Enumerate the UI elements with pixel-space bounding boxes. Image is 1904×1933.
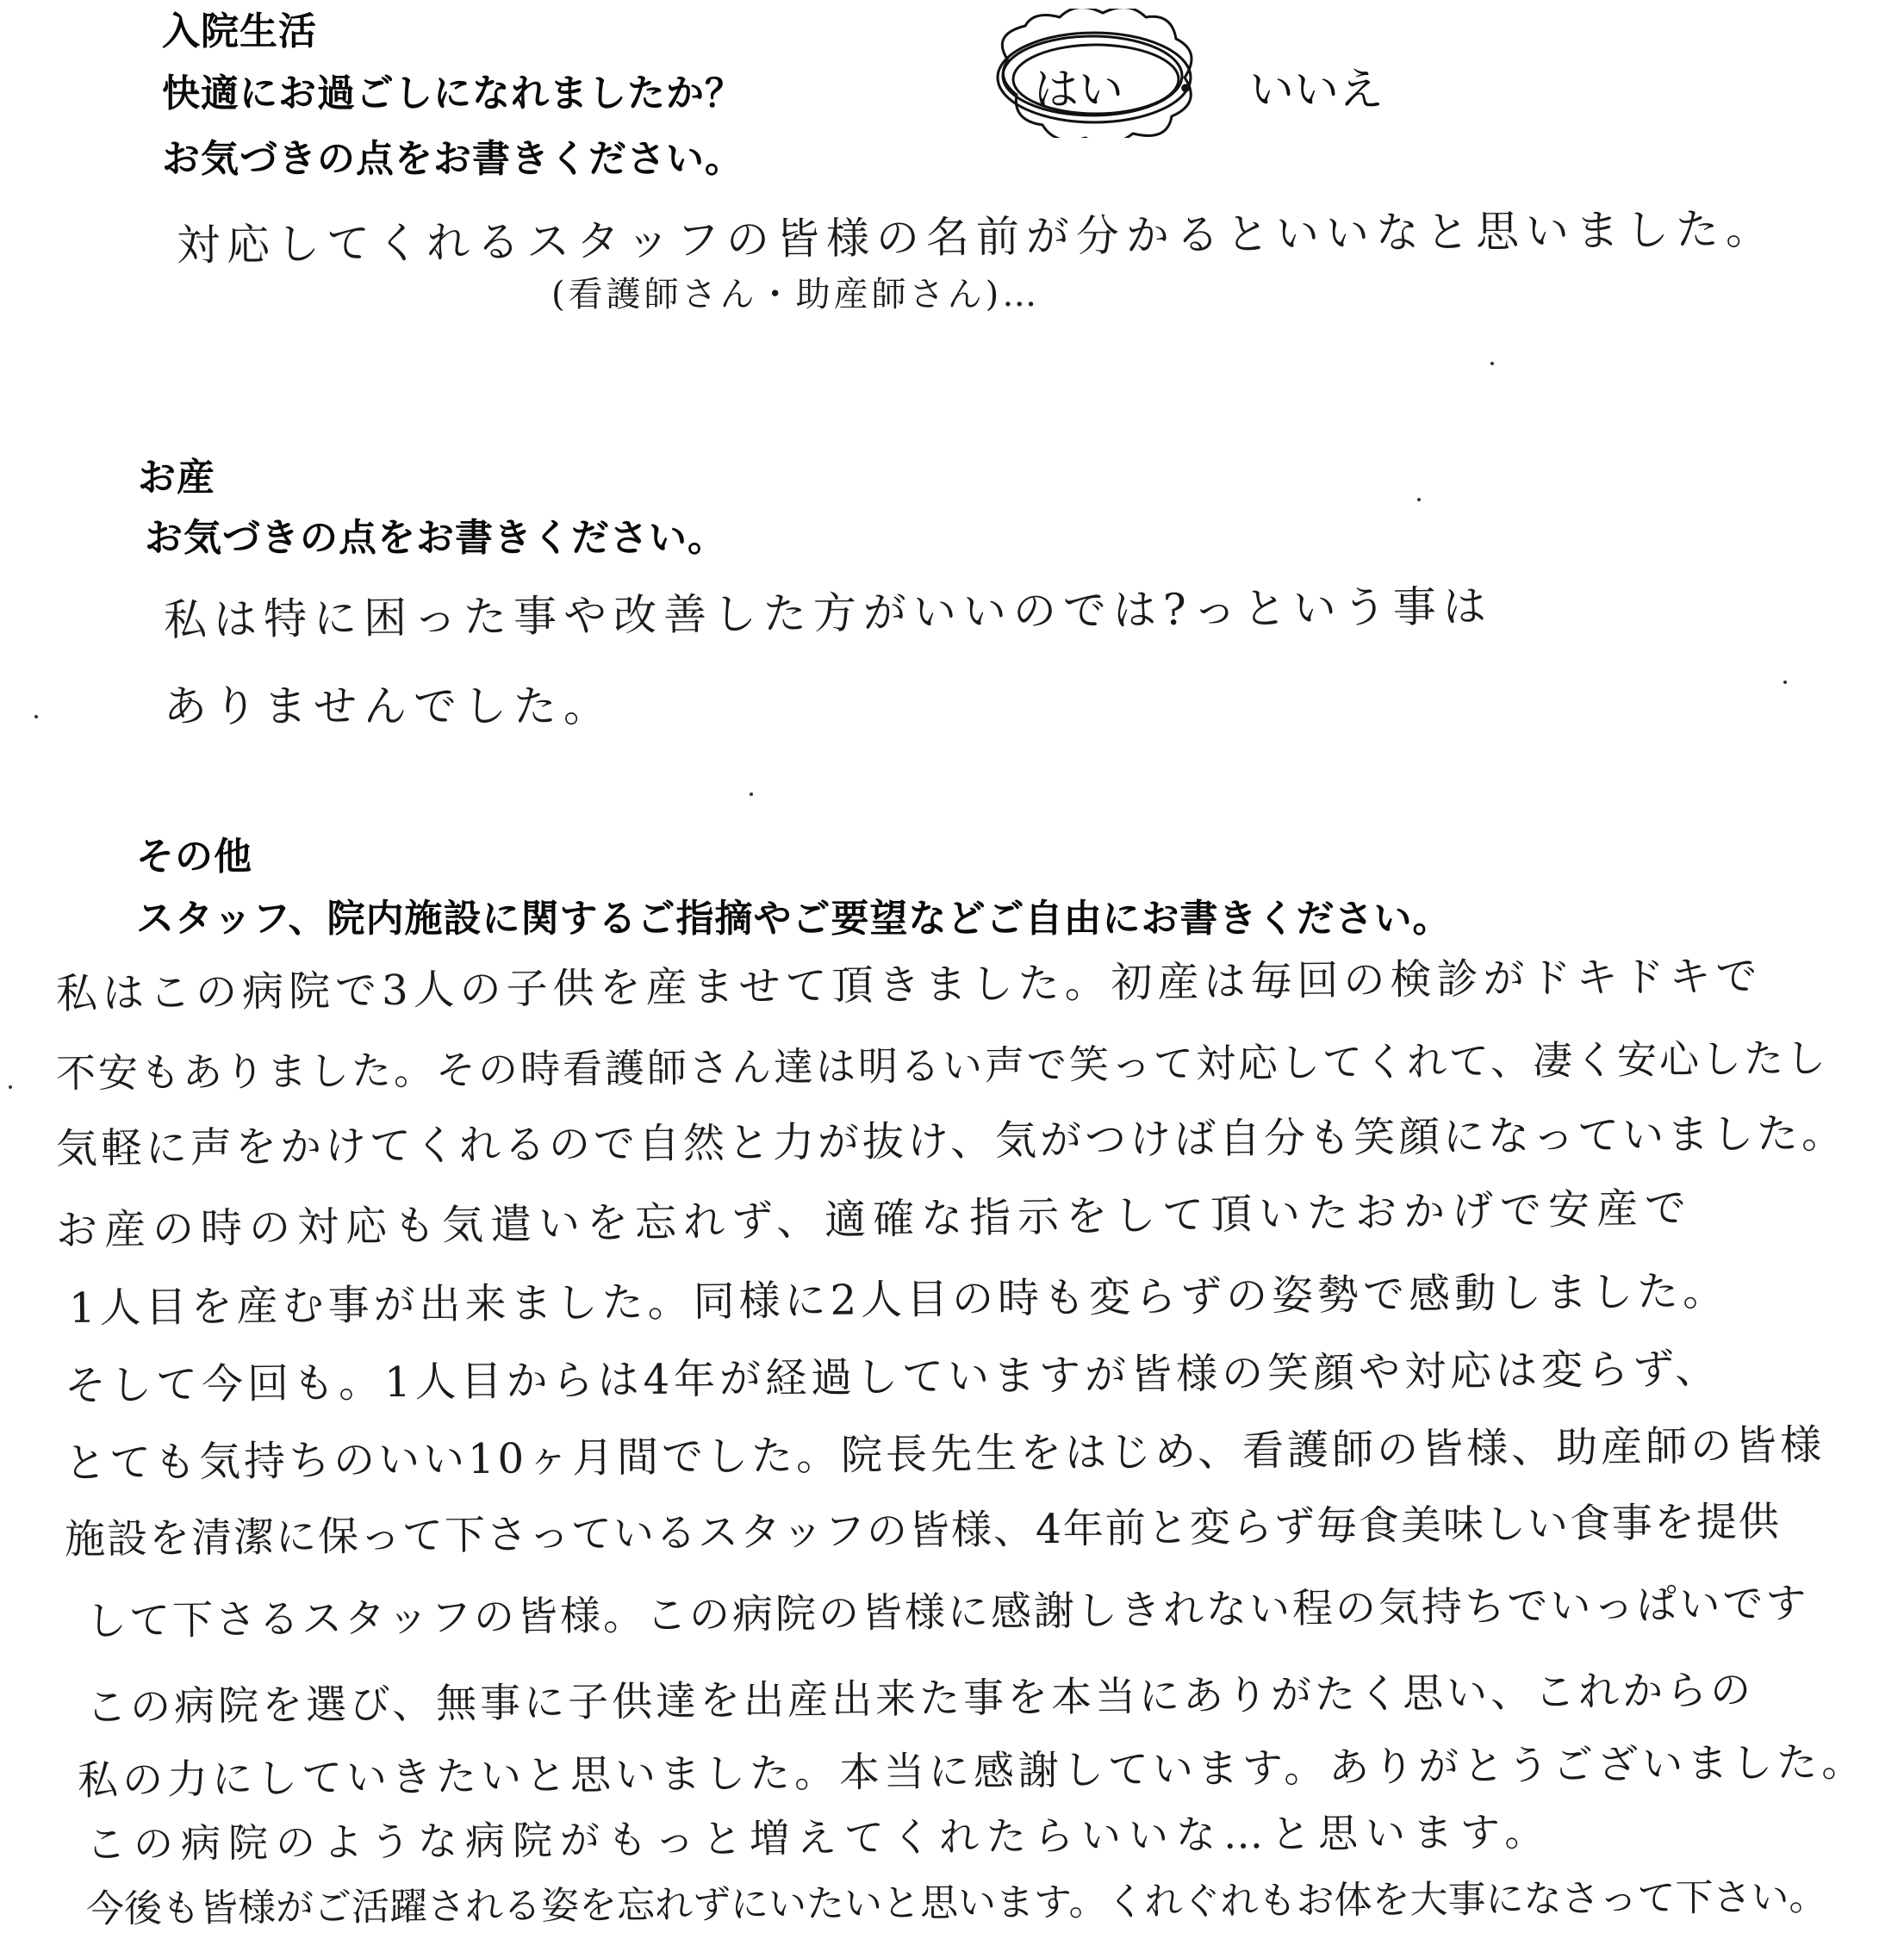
birth-prompt: お気づきの点をお書きください。 xyxy=(145,516,726,560)
birth-comment-line-1: 私は特に困った事や改善した方がいいのでは?っという事は xyxy=(163,581,1494,645)
other-comment-line-13: 今後も皆様がご活躍される姿を忘れずにいたいと思います。くれぐれもお体を大事になさって下さい。 xyxy=(85,1874,1827,1931)
other-comment-line-9: して下さるスタッフの皆様。この病院の皆様に感謝しきれない程の気持ちでいっぱいです xyxy=(85,1580,1809,1645)
stay-heading: 入院生活 xyxy=(162,9,317,53)
answer-yes-option[interactable]: はい xyxy=(1034,65,1124,116)
scan-speck xyxy=(750,792,753,796)
scan-speck xyxy=(1417,498,1421,501)
stay-question: 快適にお過ごしになれましたか？ xyxy=(162,71,744,115)
scan-speck xyxy=(1490,362,1494,365)
answer-no-option[interactable]: いいえ xyxy=(1249,65,1384,116)
birth-heading: お産 xyxy=(138,456,215,500)
answer-separator: ・ xyxy=(1163,65,1209,116)
other-comment-line-6: そして今回も。1人目からは4年が経過していますが皆様の笑顔や対応は変らず、 xyxy=(64,1344,1721,1410)
birth-comment-line-2: ありませんでした。 xyxy=(164,681,613,731)
other-comment-line-8: 施設を清潔に保って下さっているスタッフの皆様、4年前と変らず毎食美味しい食事を提供 xyxy=(64,1498,1782,1563)
stay-prompt: お気づきの点をお書きください。 xyxy=(162,137,744,181)
scan-speck xyxy=(1783,681,1787,684)
other-comment-line-1: 私はこの病院で3人の子供を産ませて頂きました。初産は毎回の検診がドキドキで xyxy=(55,952,1763,1018)
other-comment-line-11: 私の力にしていきたいと思いました。本当に感謝しています。ありがとうございました。 xyxy=(77,1738,1867,1805)
stay-comment-line-2: (看護師さん・助産師さん)… xyxy=(551,275,1041,314)
scan-speck xyxy=(9,1085,12,1089)
other-prompt: スタッフ、院内施設に関するご指摘やご要望などご自由にお書きください。 xyxy=(136,897,1452,941)
scan-speck xyxy=(34,715,38,718)
other-comment-line-7: とても気持ちのいい10ヶ月間でした。院長先生をはじめ、看護師の皆様、助産師の皆様 xyxy=(64,1420,1826,1488)
other-comment-line-10: この病院を選び、無事に子供達を出産出来た事を本当にありがたく思い、これからの xyxy=(85,1666,1755,1731)
other-comment-line-3: 気軽に声をかけてくれるので自然と力が抜け、気がつけば自分も笑顔になっていました。 xyxy=(55,1109,1847,1173)
other-heading: その他 xyxy=(136,835,252,879)
stay-comment-line-1: 対応してくれるスタッフの皆様の名前が分かるといいなと思いました。 xyxy=(176,203,1776,270)
other-comment-line-12: この病院のような病院がもっと増えてくれたらいいな…と思います。 xyxy=(85,1808,1552,1868)
other-comment-line-2: 不安もありました。その時看護師さん達は明るい声で笑って対応してくれて、凄く安心したし xyxy=(55,1035,1829,1097)
other-comment-line-4: お産の時の対応も気遣いを忘れず、適確な指示をして頂いたおかげで安産で xyxy=(55,1184,1694,1255)
other-comment-line-5: 1人目を産む事が出来ました。同様に2人目の時も変らずの姿勢で感動しました。 xyxy=(68,1266,1729,1333)
